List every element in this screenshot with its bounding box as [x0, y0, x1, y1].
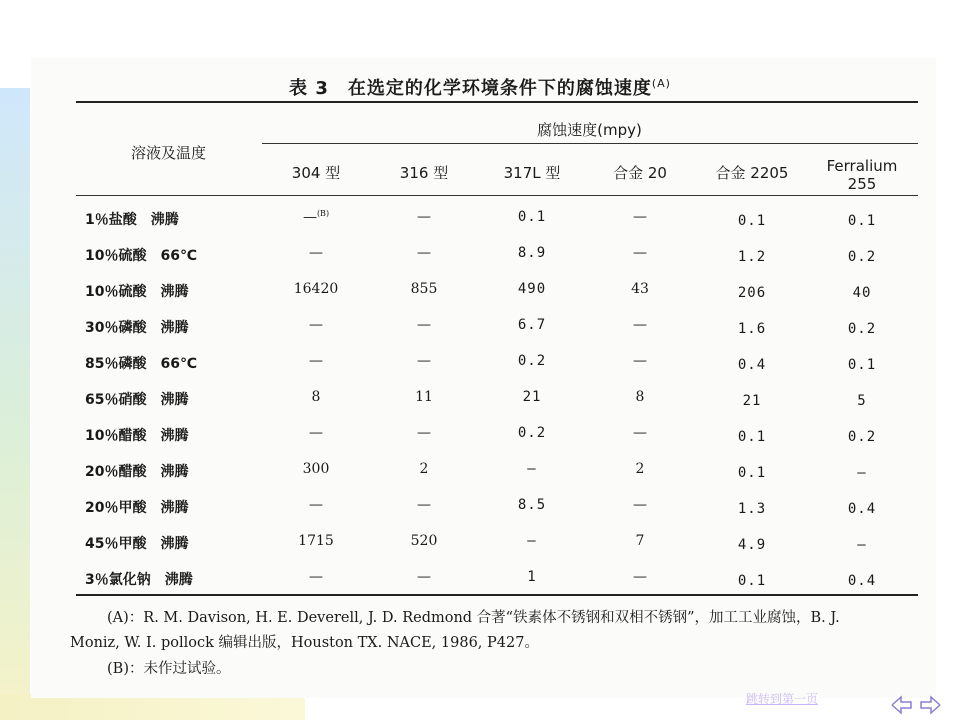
table-cell	[477, 389, 587, 405]
cell-value: 16420	[293, 281, 339, 297]
row-label: 20％甲酸 沸腾	[85, 500, 189, 516]
table-cell	[807, 249, 917, 265]
cell-value: —	[633, 569, 647, 585]
cell-value: 0.2	[847, 249, 877, 265]
row-label: 1％盐酸 沸腾	[85, 212, 179, 228]
cell-value: —	[633, 245, 647, 261]
column-header: Ferralium 255	[826, 157, 898, 193]
table-cell	[697, 573, 807, 589]
row-label: 65％硝酸 沸腾	[85, 392, 189, 408]
cell-value: —	[309, 245, 323, 261]
cell-value: 0.2	[847, 321, 877, 337]
table-cell	[807, 213, 917, 229]
table-cell	[807, 537, 917, 553]
cell-value: —	[633, 497, 647, 513]
table-cell	[369, 497, 479, 513]
table-cell	[369, 461, 479, 477]
table-cell	[261, 281, 371, 297]
table-cell	[807, 357, 917, 373]
table-cell	[369, 353, 479, 369]
cell-value: —	[633, 425, 647, 441]
table-cell	[585, 389, 695, 405]
cell-value: 2	[419, 461, 429, 477]
column-header: 合金 2205	[715, 164, 789, 182]
cell-value: 40	[852, 285, 872, 301]
table-cell	[697, 285, 807, 301]
cell-value: 5	[857, 393, 867, 409]
cell-value: 2	[635, 461, 645, 477]
table-cell	[369, 533, 479, 549]
table-cell	[261, 497, 371, 513]
cell-value: —	[417, 209, 431, 225]
table-cell	[477, 317, 587, 333]
cell-value: —	[527, 461, 537, 477]
table-cell	[697, 393, 807, 409]
row-label: 85％磷酸 66℃	[85, 356, 197, 372]
table-cell	[369, 209, 479, 225]
cell-value: —	[417, 317, 431, 333]
table-cell	[261, 425, 371, 441]
cell-value: —	[302, 209, 317, 226]
table-cell	[585, 569, 695, 585]
cell-value: 6.7	[517, 317, 547, 333]
table-cell	[477, 425, 587, 441]
cell-value: 11	[415, 389, 433, 405]
cell-value: —	[633, 317, 647, 333]
table-cell	[697, 213, 807, 229]
cell-value: 1.3	[737, 501, 767, 517]
table-bottom-rule	[76, 594, 918, 596]
footnote-a-continued: Moniz, W. I. pollock 编辑出版，Houston TX. NACE, 1986, P427。	[70, 635, 539, 651]
table-cell	[261, 389, 371, 405]
table-cell	[369, 389, 479, 405]
table-cell	[477, 569, 587, 585]
column-header: 304 型	[291, 164, 341, 182]
table-cell	[477, 461, 587, 477]
table-cell	[477, 281, 587, 297]
cell-value: 8	[311, 389, 321, 405]
cell-value: —	[527, 533, 537, 549]
header-sub-rule	[262, 143, 918, 144]
footnote-b: (B)：未作过试验。	[107, 661, 231, 677]
table-cell	[477, 533, 587, 549]
cell-value: 206	[737, 285, 767, 301]
table-cell	[477, 497, 587, 513]
decorative-left-bar	[0, 88, 30, 720]
table-cell	[369, 425, 479, 441]
cell-note: (B)	[316, 209, 330, 218]
cell-value: —	[309, 425, 323, 441]
table-cell	[261, 209, 371, 226]
nav-arrows-icon[interactable]	[890, 694, 942, 716]
table-cell	[261, 353, 371, 369]
table-cell	[585, 461, 695, 477]
cell-value: 0.1	[517, 209, 547, 225]
row-label: 30％磷酸 沸腾	[85, 320, 189, 336]
cell-value: 0.4	[847, 573, 877, 589]
row-label: 10％醋酸 沸腾	[85, 428, 189, 444]
table-cell	[585, 317, 695, 333]
cell-value: —	[417, 569, 431, 585]
table-cell	[697, 501, 807, 517]
cell-value: 0.1	[737, 465, 767, 481]
cell-value: 300	[302, 461, 330, 477]
column-header: 合金 20	[613, 164, 667, 182]
cell-value: 0.1	[737, 213, 767, 229]
table-cell	[477, 209, 587, 225]
table-cell	[697, 357, 807, 373]
table-cell	[585, 425, 695, 441]
table-cell	[807, 501, 917, 517]
table-cell	[585, 533, 695, 549]
cell-value: 0.2	[847, 429, 877, 445]
cell-value: —	[417, 425, 431, 441]
table-cell	[477, 353, 587, 369]
table-cell	[585, 281, 695, 297]
table-cell	[261, 461, 371, 477]
cell-value: —	[417, 245, 431, 261]
cell-value: 43	[631, 281, 649, 297]
table-cell	[585, 245, 695, 261]
table-cell	[369, 569, 479, 585]
column-header: 317L 型	[503, 164, 561, 182]
cell-value: 0.1	[737, 573, 767, 589]
cell-value: 21	[742, 393, 762, 409]
table-cell	[585, 209, 695, 225]
table-title-note: (A)	[651, 77, 671, 90]
header-bottom-rule	[76, 195, 918, 196]
table-cell	[369, 281, 479, 297]
cell-value: 8.5	[517, 497, 547, 513]
cell-value: 0.4	[737, 357, 767, 373]
cell-value: —	[417, 497, 431, 513]
cell-value: 4.9	[737, 537, 767, 553]
cell-value: —	[309, 569, 323, 585]
cell-value: 0.4	[847, 501, 877, 517]
cell-value: 0.2	[517, 353, 547, 369]
row-label: 3％氯化钠 沸腾	[85, 572, 193, 588]
table-title	[0, 74, 960, 100]
table-cell	[807, 573, 917, 589]
table-cell	[807, 321, 917, 337]
cell-value: 1	[527, 569, 537, 585]
cell-value: 1.2	[737, 249, 767, 265]
cell-value: —	[633, 353, 647, 369]
footnote-a: (A)：R. M. Davison, H. E. Deverell, J. D. Redmond 合著“铁素体不锈钢和双相不锈钢”，加工工业腐蚀，B. J.	[107, 610, 840, 626]
table-cell	[477, 245, 587, 261]
table-cell	[585, 497, 695, 513]
cell-value: 0.1	[847, 213, 877, 229]
table-cell	[261, 569, 371, 585]
cell-value: 490	[517, 281, 547, 297]
cell-value: 0.1	[737, 429, 767, 445]
row-label: 10％硫酸 66℃	[85, 248, 197, 264]
table-cell	[807, 429, 917, 445]
header-corrosion-rate: 腐蚀速度(mpy)	[537, 121, 642, 139]
table-cell	[261, 245, 371, 261]
table-cell	[697, 465, 807, 481]
cell-value: 8	[635, 389, 645, 405]
table-cell	[369, 317, 479, 333]
cell-value: 0.2	[517, 425, 547, 441]
table-cell	[697, 537, 807, 553]
table-cell	[807, 285, 917, 301]
jump-to-first-page-link[interactable]: 跳转到第一页	[746, 692, 819, 706]
cell-value: 7	[635, 533, 645, 549]
cell-value: 1.6	[737, 321, 767, 337]
row-label: 10％硫酸 沸腾	[85, 284, 189, 300]
column-header: 316 型	[399, 164, 449, 182]
table-cell	[807, 465, 917, 481]
cell-value: —	[309, 353, 323, 369]
cell-value: —	[633, 209, 647, 225]
cell-value: 0.1	[847, 357, 877, 373]
table-cell	[697, 429, 807, 445]
table-cell	[697, 249, 807, 265]
cell-value: 1715	[298, 533, 334, 549]
table-cell	[261, 317, 371, 333]
table-cell	[585, 353, 695, 369]
cell-value: 21	[522, 389, 542, 405]
cell-value: 520	[410, 533, 438, 549]
header-solution: 溶液及温度	[130, 144, 206, 162]
table-cell	[697, 321, 807, 337]
table-cell	[261, 533, 371, 549]
table-top-rule	[76, 101, 918, 103]
cell-value: —	[857, 537, 867, 553]
row-label: 45％甲酸 沸腾	[85, 536, 189, 552]
cell-value: 855	[410, 281, 438, 297]
cell-value: —	[309, 317, 323, 333]
table-cell	[369, 245, 479, 261]
row-label: 20％醋酸 沸腾	[85, 464, 189, 480]
cell-value: —	[309, 497, 323, 513]
cell-value: —	[857, 465, 867, 481]
table-cell	[807, 393, 917, 409]
table-title-text: 表 3 在选定的化学环境条件下的腐蚀速度	[289, 78, 652, 99]
cell-value: 8.9	[517, 245, 547, 261]
cell-value: —	[417, 353, 431, 369]
